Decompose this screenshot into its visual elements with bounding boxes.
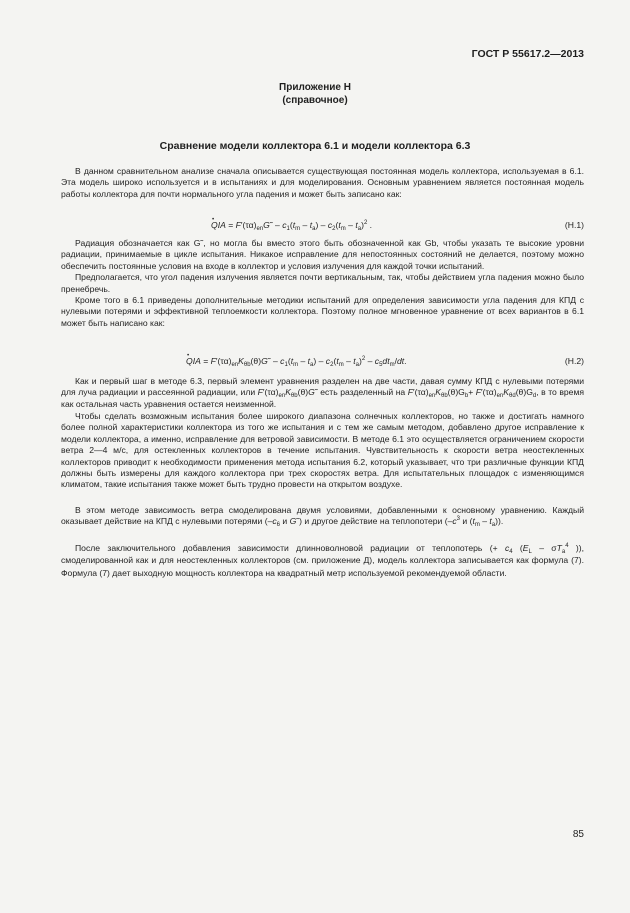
paragraph-wind-model: В этом методе зависимость ветра смоделирована двумя условиями, добавленными к основному уравнению. Каждый оказывает действие на КПД с нулевыми потерями ($-c_6$ и G˜) и другое действие на теплопотери ($-c^3$ и $(t_m - t_a)$). [61, 505, 584, 529]
paragraph-wind: Чтобы сделать возможным испытания более широкого диапазона солнечных коллекторов, но также и достигать намного более полной характеристики коллектора из того же испытания и с тем же самым методом, добавлено другое исправление к модели коллектора, а именно, исправление для ветровой зависимости. В методе 6.1 это осуществляется ограничением скорости ветра 2—4 м/с, для остекленных коллекторов в течение испытания. Чувствительность к скорости ветра неостекленных коллекторов приводит к необходимости применения метода испытания 6.2, который указывает, что три различные функции КПД должны быть измерены для каждого коллектора при трех скоростях ветра. Для испытательных площадок с изменяющимся климатом, такие испытания также может быть трудно провести на открытом воздухе. [61, 411, 584, 490]
appendix-subtitle: (справочное) [282, 95, 348, 106]
paragraph-intro: В данном сравнительном анализе сначала описывается существующая постоянная модель коллектора, используемая в 6.1. Эта модель широко используется и в испытаниях и для моделирования. Основным уравнением является постоянная модель работы коллектора для почти нормального угла падения и может быть записано как: [61, 166, 584, 199]
appendix-title: Приложение Н [279, 82, 351, 93]
document-page: ГОСТ Р 55617.2—2013 Приложение Н (справочное) Сравнение модели коллектора 6.1 и модели коллектора 6.3 В данном сравнительном анализе сначала описывается существующая постоянная модель коллектора, используемая в 6.1. Эта модель широко используется и в испытаниях и для моделирования. Основным уравнением является постоянная модель работы коллектора для почти нормального угла падения и может быть записано как: • QIA = $F'(\tau\alpha)_{en}G˜ - c_1(t_m - t_a) - c_2(t_m - t_a)^2$ . (Н.1) Радиация обозначается как G˜, но могла бы вместо этого быть обозначенной как Gb, чтобы указать те высокие уровни радиации, принимаемые в цикле испытания. Никакое исправление для непостоянных состояний не делается, поэтому можно обеспечить постоянные условия на входе в коллектор и условия излучения для каждой точки испытаний. Предполагается, что угол падения излучения является почти вертикальным, так, чтобы действием угла падения можно было пренебречь. Кроме того в 6.1 приведены дополнительные методики испытаний для определения зависимости угла падения для КПД с нулевыми потерями и эффективной теплоемкости коллектора. Поэтому полное мгновенное уравнение от всех вариантов в 6.1 может быть написано как: • QIA = $F'(\tau\alpha)_{en}K_{\theta b}(\theta)G˜ - c_1(t_m - t_a) - c_2(t_m - t_a)^2 - c_5dt_m/dt$. (Н.2) Как и первый шаг в методе 6.3, первый элемент уравнения разделен на две части, давая сумму КПД с нулевыми потерями для луча радиации и рассеянной радиации, или $F'(\tau\alpha)_{en}K_{\theta b}(\theta)G˜$ есть разделенный на $F'(\tau\alpha)_{en}K_{\theta b}(\theta)G_b+ F'(\tau\alpha)_{en}K_{\theta d}(\theta)G_d$, в то время как остальная часть уравнения остается неизменной. Чтобы сделать возможным испытания более широкого диапазона солнечных коллекторов, но также и достигать намного более полной характеристики коллектора из того же испытания и с тем же самым методом, добавлено другое исправление к модели коллектора, а именно, исправление для ветровой зависимости. В методе 6.1 это осуществляется ограничением скорости ветра 2—4 м/с, для остекленных коллекторов в течение испытания. Чувствительность к скорости ветра неостекленных коллекторов приводит к необходимости применения метода испытания 6.2, который указывает, что три различные функции КПД должны быть измерены для каждого коллектора при трех скоростях ветра. Для испытательных площадок с изменяющимся климатом, такие испытания также может быть трудно провести на открытом воздухе. В этом методе зависимость ветра смоделирована двумя условиями, добавленными к основному уравнению. Каждый оказывает действие на КПД с нулевыми потерями ($-c_6$ и G˜) и другое действие на теплопотери ($-c^3$ и $(t_m - t_a)$). После заключительного добавления зависимости длинноволновой радиации от теплопотерь (+ $c_4$ ($E_L - \sigma T_a^4$ )), смоделированной как и для неостекленных коллекторов (см. приложение Д), модель коллектора записывается как формула (7). Формула (7) дает выходную мощность коллектора на квадратный метр используемой рекомендуемой области. 85 [0, 0, 630, 913]
section-title: Сравнение модели коллектора 6.1 и модели коллектора 6.3 [159, 140, 471, 152]
paragraph-first-step: Как и первый шаг в методе 6.3, первый элемент уравнения разделен на две части, давая сумму КПД с нулевыми потерями для луча радиации и рассеянной радиации, или $F'(\tau\alpha)_{en}K_{\theta b}(\theta)G˜$ есть разделенный на $F'(\tau\alpha)_{en}K_{\theta b}(\theta)G_b+ F'(\tau\alpha)_{en}K_{\theta d}(\theta)G_d$, в то время как остальная часть уравнения остается неизменной. [61, 376, 585, 409]
paragraph-radiation: Радиация обозначается как G˜, но могла бы вместо этого быть обозначенной как Gb, чтобы указать те высокие уровни радиации, принимаемые в цикле испытания. Никакое исправление для непостоянных состояний не делается, поэтому можно обеспечить постоянные условия на входе в коллектор и условия излучения для каждой точки испытаний. Предполагается, что угол падения излучения является почти вертикальным, так, чтобы действием угла падения можно было пренебречь. Кроме того в 6.1 приведены дополнительные методики испытаний для определения зависимости угла падения для КПД с нулевыми потерями и эффективной теплоемкости коллектора. Поэтому полное мгновенное уравнение от всех вариантов в 6.1 может быть написано как: [61, 238, 584, 328]
paragraph-longwave: После заключительного добавления зависимости длинноволновой радиации от теплопотерь (+ $c_4$ ($E_L - \sigma T_a^4$ )), смоделированной как и для неостекленных коллекторов (см. приложение Д), модель коллектора записывается как формула (7). Формула (7) дает выходную мощность коллектора на квадратный метр используемой рекомендуемой области. [61, 543, 585, 578]
equation-number-h1: (Н.1) [564, 220, 584, 230]
page-number: 85 [572, 829, 584, 840]
standard-designation: ГОСТ Р 55617.2—2013 [471, 48, 584, 60]
appendix-heading [0, 81, 630, 107]
equation-number-h2: (Н.2) [564, 356, 584, 366]
